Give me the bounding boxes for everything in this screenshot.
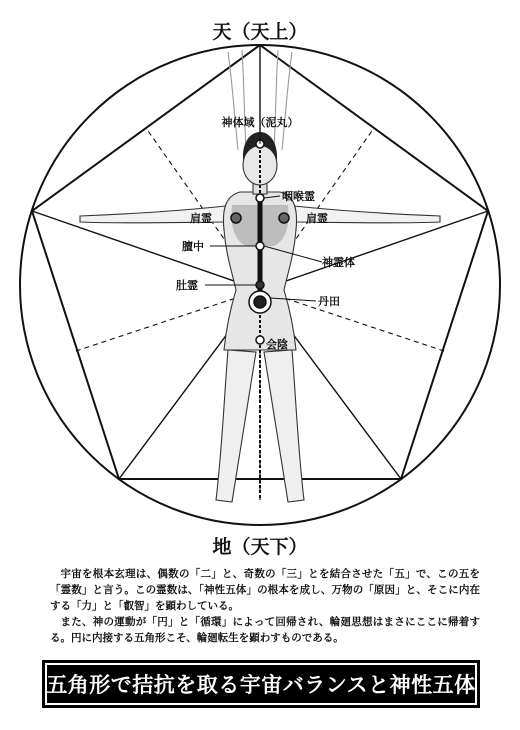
- heaven-label: 天（天上）: [212, 21, 308, 43]
- caption-paragraph-2: また、神の運動が「円」と「循環」によって回帰され、輪廻思想はまさにここに帰着する。円に内接する五角形こそ、輪廻転生を顕わすものである。: [50, 616, 480, 644]
- caption-text: [50, 566, 480, 646]
- label-perineum: 会陰: [266, 338, 288, 351]
- label-shoulder-left: 肩霊: [190, 212, 212, 225]
- label-crown: 神体域（泥丸）: [221, 116, 299, 129]
- caption-paragraph-1: 宇宙を根本玄理は、偶数の「二」と、奇数の「三」とを結合させた「五」で、この五を「霊数」と言う。この霊数は、「神性五体」の根本を成し、万物の「原因」と、そこに内在する「力」と「叡智」を顕わしている。: [50, 568, 480, 612]
- label-navel: 肚霊: [176, 279, 198, 292]
- label-spirit-body: 神霊体: [322, 256, 355, 269]
- label-shoulder-right: 肩霊: [306, 212, 328, 225]
- earth-label: 地（天下）: [212, 536, 308, 558]
- title-banner: [42, 660, 480, 708]
- banner-title: 五角形で拮抗を取る宇宙バランスと神性五体: [46, 673, 476, 697]
- label-dantian: 丹田: [318, 295, 340, 308]
- label-chest: 膻中: [182, 240, 204, 253]
- label-throat: 咽喉霊: [282, 190, 315, 203]
